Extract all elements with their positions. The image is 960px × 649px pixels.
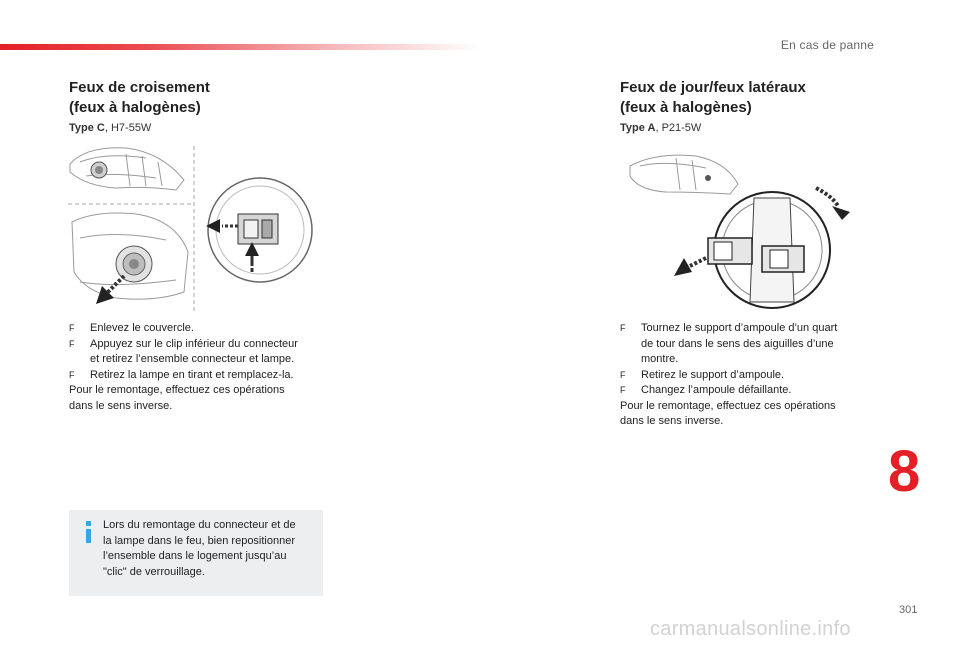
left-step-3 xyxy=(69,368,329,384)
left-type-label: Type C xyxy=(69,122,105,134)
right-step-1-line2: de tour dans le sens des aiguilles d’une xyxy=(641,337,834,350)
right-step-3 xyxy=(620,383,870,399)
right-reassembly-note xyxy=(620,399,870,430)
right-step-1-line3: montre. xyxy=(641,353,679,365)
info-box xyxy=(69,510,323,596)
left-step-2 xyxy=(69,337,329,368)
left-title-line1: Feux de croisement xyxy=(69,79,210,96)
chapter-title: En cas de panne xyxy=(780,38,874,52)
right-step-2 xyxy=(620,368,870,384)
left-section-title xyxy=(69,78,210,118)
chapter-color-bar xyxy=(0,44,480,50)
step-marker: F xyxy=(69,369,75,380)
right-step-1 xyxy=(620,321,870,368)
info-line1: Lors du remontage du connecteur et de xyxy=(103,519,296,531)
chapter-number: 8 xyxy=(888,439,921,504)
right-step-2-line1: Retirez le support d’ampoule. xyxy=(641,368,785,381)
right-bulb-type xyxy=(620,122,701,134)
step-marker: F xyxy=(69,338,75,349)
low-beam-bulb-diagram xyxy=(66,142,316,316)
pull-bulb-arrow xyxy=(674,258,692,276)
watermark: carmanualsonline.info xyxy=(650,618,851,640)
right-steps xyxy=(620,321,870,430)
page-number: 301 xyxy=(899,604,918,616)
daytime-light-bulb-diagram xyxy=(626,150,856,312)
right-type-label: Type A xyxy=(620,122,656,134)
info-line3: l’ensemble dans le logement jusqu’au xyxy=(103,550,287,562)
right-step-1-line1: Tournez le support d’ampoule d’un quart xyxy=(641,322,838,334)
headlight-sketch xyxy=(630,155,738,194)
right-type-value: , P21-5W xyxy=(655,122,702,134)
info-line4: "clic" de verrouillage. xyxy=(103,565,205,578)
step-marker: F xyxy=(620,369,626,380)
info-icon xyxy=(81,520,95,544)
step-marker: F xyxy=(620,323,626,333)
left-step-1 xyxy=(69,321,329,337)
right-section-title xyxy=(620,78,806,118)
headlight-sketch-top xyxy=(70,148,184,190)
info-text xyxy=(103,518,317,580)
info-line2: la lampe dans le feu, bien repositionner xyxy=(103,534,296,547)
left-step-3-line1: Retirez la lampe en tirant et remplacez-la. xyxy=(90,368,294,381)
step-marker: F xyxy=(620,385,626,395)
right-title-line1: Feux de jour/feux latéraux xyxy=(620,79,806,96)
right-title-line2: (feux à halogènes) xyxy=(620,99,752,116)
left-title-line2: (feux à halogènes) xyxy=(69,99,201,116)
left-reassembly-note xyxy=(69,383,329,414)
left-reassembly-line1: Pour le remontage, effectuez ces opérations xyxy=(69,384,285,396)
left-step-2-line1: Appuyez sur le clip inférieur du connecteur xyxy=(90,337,298,350)
left-steps xyxy=(69,321,329,414)
left-bulb-type xyxy=(69,122,151,134)
left-step-1-line1: Enlevez le couvercle. xyxy=(90,322,194,334)
left-reassembly-line2: dans le sens inverse. xyxy=(69,399,173,412)
step-marker: F xyxy=(69,323,75,333)
right-step-3-line1: Changez l’ampoule défaillante. xyxy=(641,384,792,396)
rotate-clockwise-arrow xyxy=(832,206,850,220)
right-reassembly-line2: dans le sens inverse. xyxy=(620,415,724,427)
right-reassembly-line1: Pour le remontage, effectuez ces opérations xyxy=(620,399,836,412)
left-step-2-line2: et retirez l’ensemble connecteur et lampe. xyxy=(90,353,295,365)
left-type-value: , H7-55W xyxy=(104,122,152,134)
